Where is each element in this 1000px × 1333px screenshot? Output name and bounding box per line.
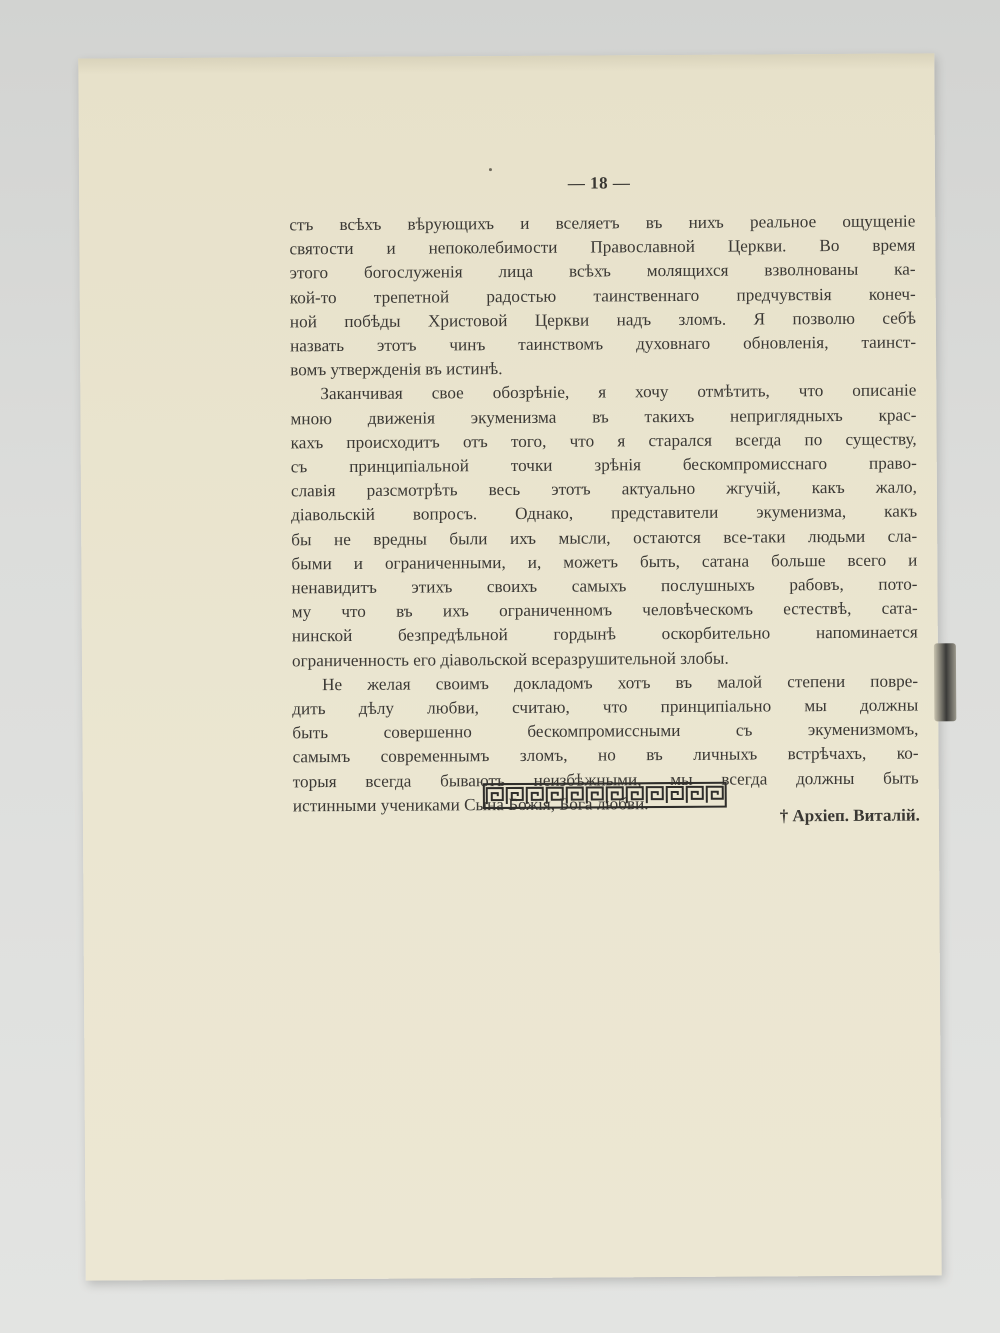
text-line: нинской безпредѣльной гордынѣ оскорбительно напоминается [291, 622, 918, 646]
text-line: святости и непоколебимости Православной Церкви. Во время [289, 235, 916, 259]
text-line: самымъ современнымъ зломъ, но въ личныхъ встрѣчахъ, ко- [292, 743, 919, 767]
paper-speck [489, 168, 492, 171]
text-line: славія разсмотрѣть весь этотъ актуально жгучій, какъ жало, [290, 477, 917, 501]
text-line: стъ всѣхъ вѣрующихъ и вселяетъ въ нихъ реальное ощущеніе [289, 211, 916, 235]
greek-key-unit [567, 788, 583, 804]
text-line: истинными учениками Сына Божія, Бога любви. [292, 794, 649, 816]
greek-key-ornament [483, 782, 727, 809]
text-line: му что въ ихъ ограниченномъ человѣческомъ естествѣ, сата- [291, 598, 918, 622]
text-line: назвать этотъ чинъ таинствомъ духовнаго обновленія, таинст- [289, 332, 917, 356]
greek-key-unit [547, 788, 563, 804]
page-edge-binding [934, 643, 956, 721]
greek-key-unit [647, 787, 663, 803]
text-line: бы не вредны были ихъ мысли, остаются все-таки людьми сла- [291, 526, 918, 549]
text-line: ограниченность его діавольской всеразрушительной злобы. [291, 648, 729, 670]
text-line: Не желая своимъ докладомъ хотъ въ малой степени повре- [322, 671, 919, 695]
text-line: вомъ утвержденія въ истинѣ. [290, 359, 503, 380]
text-line: съ принципіальной точки зрѣнія бескомпромисснаго право- [290, 453, 917, 477]
text-line: кой-то трепетной радостью таинственнаго предчувствія конеч- [289, 284, 916, 307]
text-line: діавольскій вопросъ. Однако, представители экуменизма, какъ [291, 501, 918, 525]
text-line: быми и ограниченными, и, можетъ быть, сатана больше всего и [291, 550, 918, 574]
greek-key-unit [687, 787, 703, 803]
text-line: кахъ происходитъ отъ того, что я старался всегда по существу, [290, 429, 917, 453]
document-page [78, 53, 941, 1280]
greek-key-unit [507, 788, 523, 804]
text-line: ненавидитъ этихъ своихъ самыхъ послушныхъ рабовъ, пото- [291, 574, 918, 598]
greek-key-unit [527, 788, 543, 804]
text-line: торыя всегда бываютъ неизбѣжными, мы всегда должны быть [292, 768, 919, 792]
text-line: мною движенія экуменизма въ такихъ неприглядныхъ крас- [290, 405, 917, 428]
greek-key-unit [487, 788, 503, 804]
author-signature: † Архіеп. Виталій. [779, 805, 920, 826]
paragraph [290, 379, 918, 673]
page-number: — 18 — [567, 173, 631, 193]
text-line: быть совершенно бескомпромиссными съ экуменизмомъ, [292, 719, 919, 743]
greek-key-unit [607, 787, 623, 803]
greek-key-unit [627, 787, 643, 803]
greek-key-unit [667, 787, 683, 803]
body-text [289, 210, 919, 819]
greek-key-unit [587, 787, 603, 803]
greek-key-unit [707, 787, 723, 803]
paragraph [289, 210, 916, 383]
text-line: дить дѣлу любви, считаю, что принципіально мы должны [292, 695, 919, 719]
text-line: Заканчивая свое обозрѣніе, я хочу отмѣтить, что описаніе [320, 380, 917, 404]
page-fold-shadow [78, 53, 934, 74]
text-line: этого богослуженія лица всѣхъ молящихся взволнованы ка- [289, 259, 916, 283]
text-line: ной побѣды Христовой Церкви надъ зломъ. Я позволю себѣ [289, 308, 916, 332]
